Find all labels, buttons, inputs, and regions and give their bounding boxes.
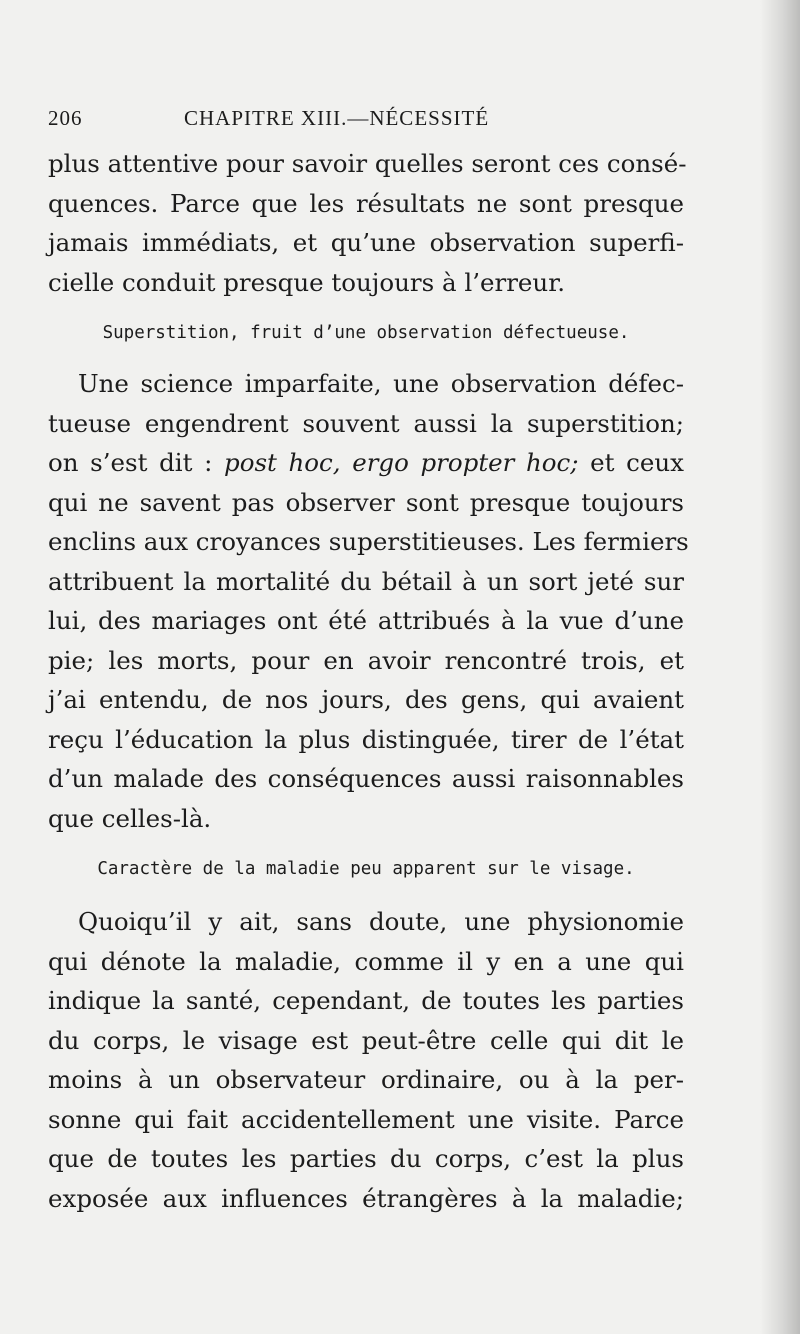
paragraph-superstition <box>48 364 689 838</box>
text-line: Quoiqu’il y ait, sans doute, une physionomie <box>78 907 684 936</box>
text-fragment: et ceux <box>578 448 684 477</box>
text-line: cielle conduit presque toujours à l’erreur. <box>48 267 566 297</box>
text-line: lui, des mariages ont été attribués à la vue d’une <box>48 606 684 635</box>
text-line-with-latin <box>48 443 684 483</box>
paragraph-continuation <box>48 144 687 302</box>
page-edge-shadow <box>760 0 800 1334</box>
latin-phrase: post hoc, ergo propter hoc; <box>224 448 579 477</box>
text-line: plus attentive pour savoir quelles seront ces consé- <box>48 149 687 178</box>
text-line: du corps, le visage est peut-être celle qui dit le <box>48 1025 684 1055</box>
text-line: d’un malade des conséquences aussi raisonnables <box>48 764 684 793</box>
sidenote-maladie: Caractère de la maladie peu apparent sur le visage. <box>97 859 635 879</box>
text-line: reçu l’éducation la plus distinguée, tirer de l’état <box>48 724 684 754</box>
text-line: quences. Parce que les résultats ne sont presque <box>48 188 684 218</box>
text-line: j’ai entendu, de nos jours, des gens, qui avaient <box>48 685 684 714</box>
text-line: pie; les morts, pour en avoir rencontré trois, et <box>48 645 684 675</box>
text-line: moins à un observateur ordinaire, ou à la per- <box>48 1065 684 1094</box>
text-line: enclins aux croyances superstitieuses. Les fermiers <box>48 527 689 556</box>
text-line: attribuent la mortalité du bétail à un sort jeté sur <box>48 566 684 596</box>
text-line: qui dénote la maladie, comme il y en a une qui <box>48 946 684 976</box>
text-line: Une science imparfaite, une observation défec- <box>78 369 684 398</box>
book-page <box>48 100 689 1218</box>
paragraph-physionomie <box>48 902 684 1218</box>
text-line: tueuse engendrent souvent aussi la superstition; <box>48 408 684 438</box>
text-line: que celles-là. <box>48 803 212 833</box>
text-line: sonne qui fait accidentellement une visite. Parce <box>48 1104 684 1134</box>
page-number: 206 <box>48 106 83 130</box>
running-head: CHAPITRE XIII.—NÉCESSITÉ <box>184 106 490 130</box>
text-line: jamais immédiats, et qu’une observation superfi- <box>48 228 684 257</box>
sidenote-superstition: Superstition, fruit d’une observation défectueuse. <box>102 323 630 343</box>
text-line: que de toutes les parties du corps, c’est la plus <box>48 1144 684 1173</box>
text-line: exposée aux influences étrangères à la maladie; <box>48 1183 684 1213</box>
text-fragment: on s’est dit : <box>48 448 225 477</box>
text-line: qui ne savent pas observer sont presque toujours <box>48 487 684 517</box>
text-line: indique la santé, cependant, de toutes les parties <box>48 986 684 1015</box>
page-header <box>48 100 684 140</box>
